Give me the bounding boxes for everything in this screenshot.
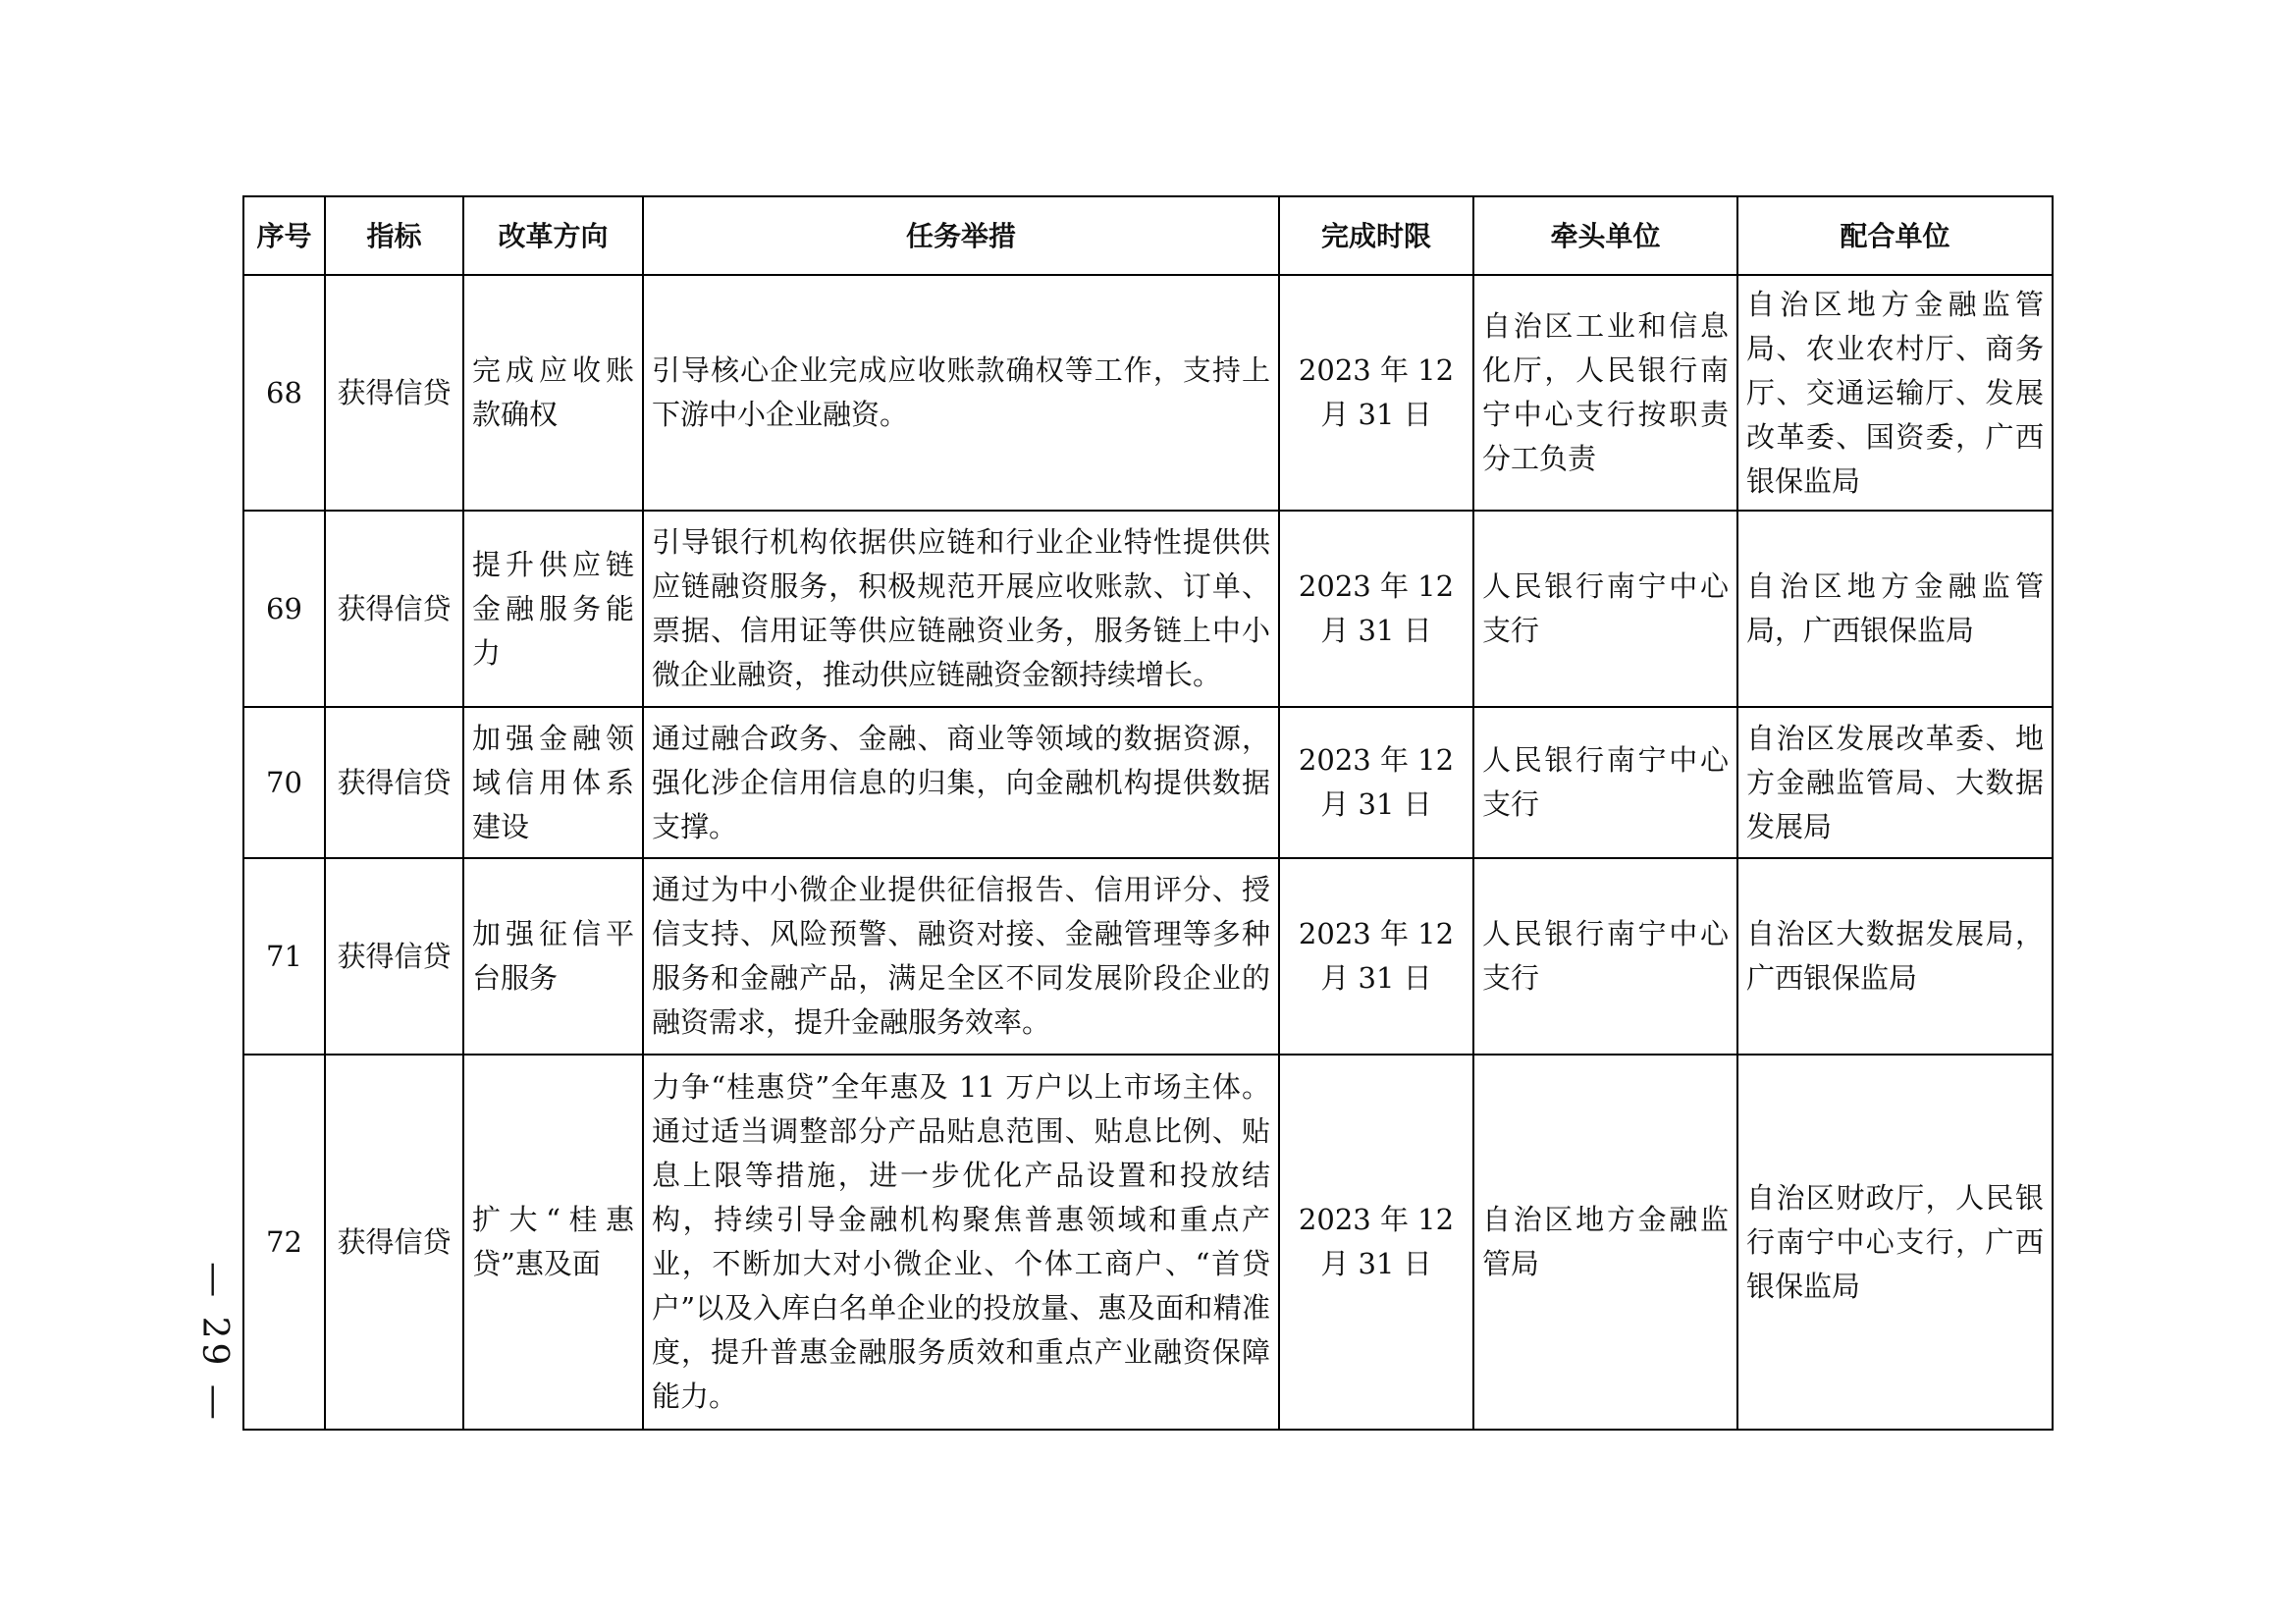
header-indicator: 指标 (325, 196, 463, 275)
cell-support: 自治区发展改革委、地方金融监管局、大数据发展局 (1737, 707, 2053, 858)
header-measures: 任务举措 (643, 196, 1279, 275)
cell-direction: 加强金融领域信用体系建设 (463, 707, 643, 858)
table-row (243, 511, 2053, 707)
cell-deadline: 2023 年 12 月 31 日 (1279, 511, 1473, 707)
header-lead: 牵头单位 (1473, 196, 1737, 275)
table-header-row (243, 196, 2053, 275)
cell-indicator: 获得信贷 (325, 511, 463, 707)
cell-lead: 自治区工业和信息化厅，人民银行南宁中心支行按职责分工负责 (1473, 275, 1737, 511)
cell-direction: 加强征信平台服务 (463, 858, 643, 1055)
cell-measures: 通过为中小微企业提供征信报告、信用评分、授信支持、风险预警、融资对接、金融管理等多种服务和金融产品，满足全区不同发展阶段企业的融资需求，提升金融服务效率。 (643, 858, 1279, 1055)
cell-support: 自治区地方金融监管局，广西银保监局 (1737, 511, 2053, 707)
cell-measures: 通过融合政务、金融、商业等领域的数据资源，强化涉企信用信息的归集，向金融机构提供数据支撑。 (643, 707, 1279, 858)
cell-seq: 71 (243, 858, 325, 1055)
cell-deadline: 2023 年 12 月 31 日 (1279, 275, 1473, 511)
cell-seq: 69 (243, 511, 325, 707)
cell-support: 自治区大数据发展局，广西银保监局 (1737, 858, 2053, 1055)
cell-seq: 68 (243, 275, 325, 511)
cell-seq: 70 (243, 707, 325, 858)
reform-task-table (242, 195, 2054, 1431)
page-number (185, 1229, 243, 1455)
cell-indicator: 获得信贷 (325, 858, 463, 1055)
header-seq: 序号 (243, 196, 325, 275)
cell-support: 自治区地方金融监管局、农业农村厅、商务厅、交通运输厅、发展改革委、国资委，广西银保监局 (1737, 275, 2053, 511)
cell-indicator: 获得信贷 (325, 1055, 463, 1430)
cell-indicator: 获得信贷 (325, 275, 463, 511)
cell-indicator: 获得信贷 (325, 707, 463, 858)
cell-lead: 人民银行南宁中心支行 (1473, 707, 1737, 858)
page-number-text: — 29 — (193, 1261, 235, 1424)
header-support: 配合单位 (1737, 196, 2053, 275)
cell-direction: 完成应收账款确权 (463, 275, 643, 511)
cell-measures: 力争“桂惠贷”全年惠及 11 万户以上市场主体。通过适当调整部分产品贴息范围、贴息比例、贴息上限等措施，进一步优化产品设置和投放结构，持续引导金融机构聚焦普惠领域和重点产业，不断加大对小微企业、个体工商户、“首贷户”以及入库白名单企业的投放量、惠及面和精准度，提升普惠金融服务质效和重点产业融资保障能力。 (643, 1055, 1279, 1430)
cell-deadline: 2023 年 12 月 31 日 (1279, 707, 1473, 858)
cell-lead: 人民银行南宁中心支行 (1473, 858, 1737, 1055)
cell-direction: 扩大“桂惠贷”惠及面 (463, 1055, 643, 1430)
cell-seq: 72 (243, 1055, 325, 1430)
table-row (243, 707, 2053, 858)
cell-deadline: 2023 年 12 月 31 日 (1279, 1055, 1473, 1430)
header-direction: 改革方向 (463, 196, 643, 275)
cell-support: 自治区财政厅，人民银行南宁中心支行，广西银保监局 (1737, 1055, 2053, 1430)
cell-direction: 提升供应链金融服务能力 (463, 511, 643, 707)
cell-lead: 人民银行南宁中心支行 (1473, 511, 1737, 707)
table-row (243, 1055, 2053, 1430)
table-row (243, 275, 2053, 511)
cell-measures: 引导核心企业完成应收账款确权等工作，支持上下游中小企业融资。 (643, 275, 1279, 511)
cell-measures: 引导银行机构依据供应链和行业企业特性提供供应链融资服务，积极规范开展应收账款、订单、票据、信用证等供应链融资业务，服务链上中小微企业融资，推动供应链融资金额持续增长。 (643, 511, 1279, 707)
table-row (243, 858, 2053, 1055)
header-deadline: 完成时限 (1279, 196, 1473, 275)
cell-lead: 自治区地方金融监管局 (1473, 1055, 1737, 1430)
cell-deadline: 2023 年 12 月 31 日 (1279, 858, 1473, 1055)
